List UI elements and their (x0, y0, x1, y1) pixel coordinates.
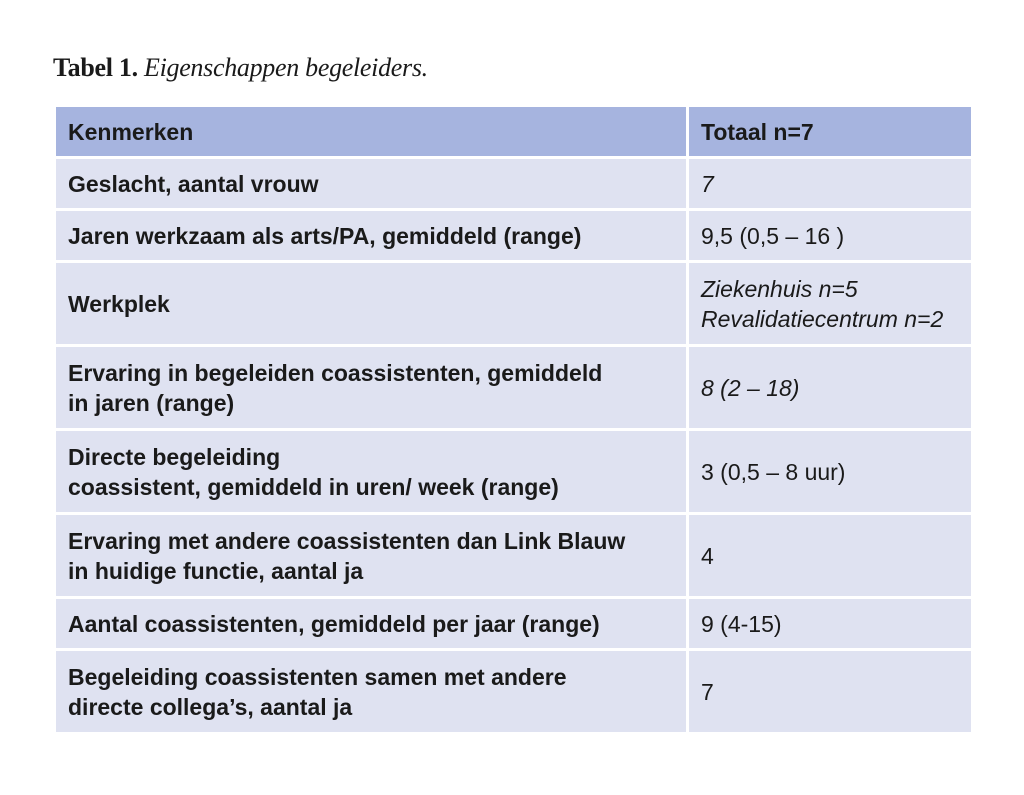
row-feature (55, 650, 688, 734)
feature-line: Jaren werkzaam als arts/PA, gemiddeld (range) (68, 222, 582, 249)
table-row (55, 514, 973, 598)
feature-line: Ervaring met andere coassistenten dan Link Blauw (68, 527, 626, 554)
header-kenmerken: Kenmerken (55, 106, 688, 158)
row-value (688, 430, 973, 514)
feature-line: Geslacht, aantal vrouw (68, 170, 319, 197)
row-value (688, 262, 973, 346)
feature-line: in jaren (range) (68, 389, 235, 416)
row-feature (55, 346, 688, 430)
feature-line: Werkplek (68, 290, 170, 317)
value-line: 9,5 (0,5 – 16 ) (701, 222, 845, 249)
table-row (55, 158, 973, 210)
feature-line: Aantal coassistenten, gemiddeld per jaar (range) (68, 610, 600, 637)
caption-text: Eigenschappen begeleiders. (143, 53, 428, 82)
value-line: 3 (0,5 – 8 uur) (701, 458, 846, 485)
table-row (55, 346, 973, 430)
table-caption (53, 52, 428, 84)
row-feature (55, 210, 688, 262)
feature-line: directe collega’s, aantal ja (68, 693, 353, 720)
row-value (688, 598, 973, 650)
table-row (55, 650, 973, 734)
row-feature (55, 262, 688, 346)
table-header-row (55, 106, 973, 158)
row-feature (55, 158, 688, 210)
row-feature (55, 430, 688, 514)
value-line: 8 (2 – 18) (701, 374, 800, 401)
value-line: Ziekenhuis n=5 (701, 275, 858, 302)
row-feature (55, 598, 688, 650)
row-value (688, 514, 973, 598)
table-row (55, 210, 973, 262)
feature-line: in huidige functie, aantal ja (68, 557, 364, 584)
value-line: 4 (701, 542, 714, 569)
feature-line: Begeleiding coassistenten samen met andere (68, 663, 567, 690)
value-line: 9 (4-15) (701, 610, 782, 637)
value-line: 7 (701, 678, 714, 705)
characteristics-table (53, 104, 974, 735)
row-value (688, 650, 973, 734)
table-row (55, 262, 973, 346)
feature-line: Ervaring in begeleiden coassistenten, gemiddeld (68, 359, 603, 386)
feature-line: Directe begeleiding (68, 443, 281, 470)
header-totaal: Totaal n=7 (688, 106, 973, 158)
caption-label: Tabel 1. (53, 53, 138, 82)
value-line: Revalidatiecentrum n=2 (701, 305, 944, 332)
row-value (688, 158, 973, 210)
table-row (55, 598, 973, 650)
table-row (55, 430, 973, 514)
value-line: 7 (701, 170, 714, 197)
row-value (688, 210, 973, 262)
row-value (688, 346, 973, 430)
feature-line: coassistent, gemiddeld in uren/ week (range) (68, 473, 559, 500)
row-feature (55, 514, 688, 598)
